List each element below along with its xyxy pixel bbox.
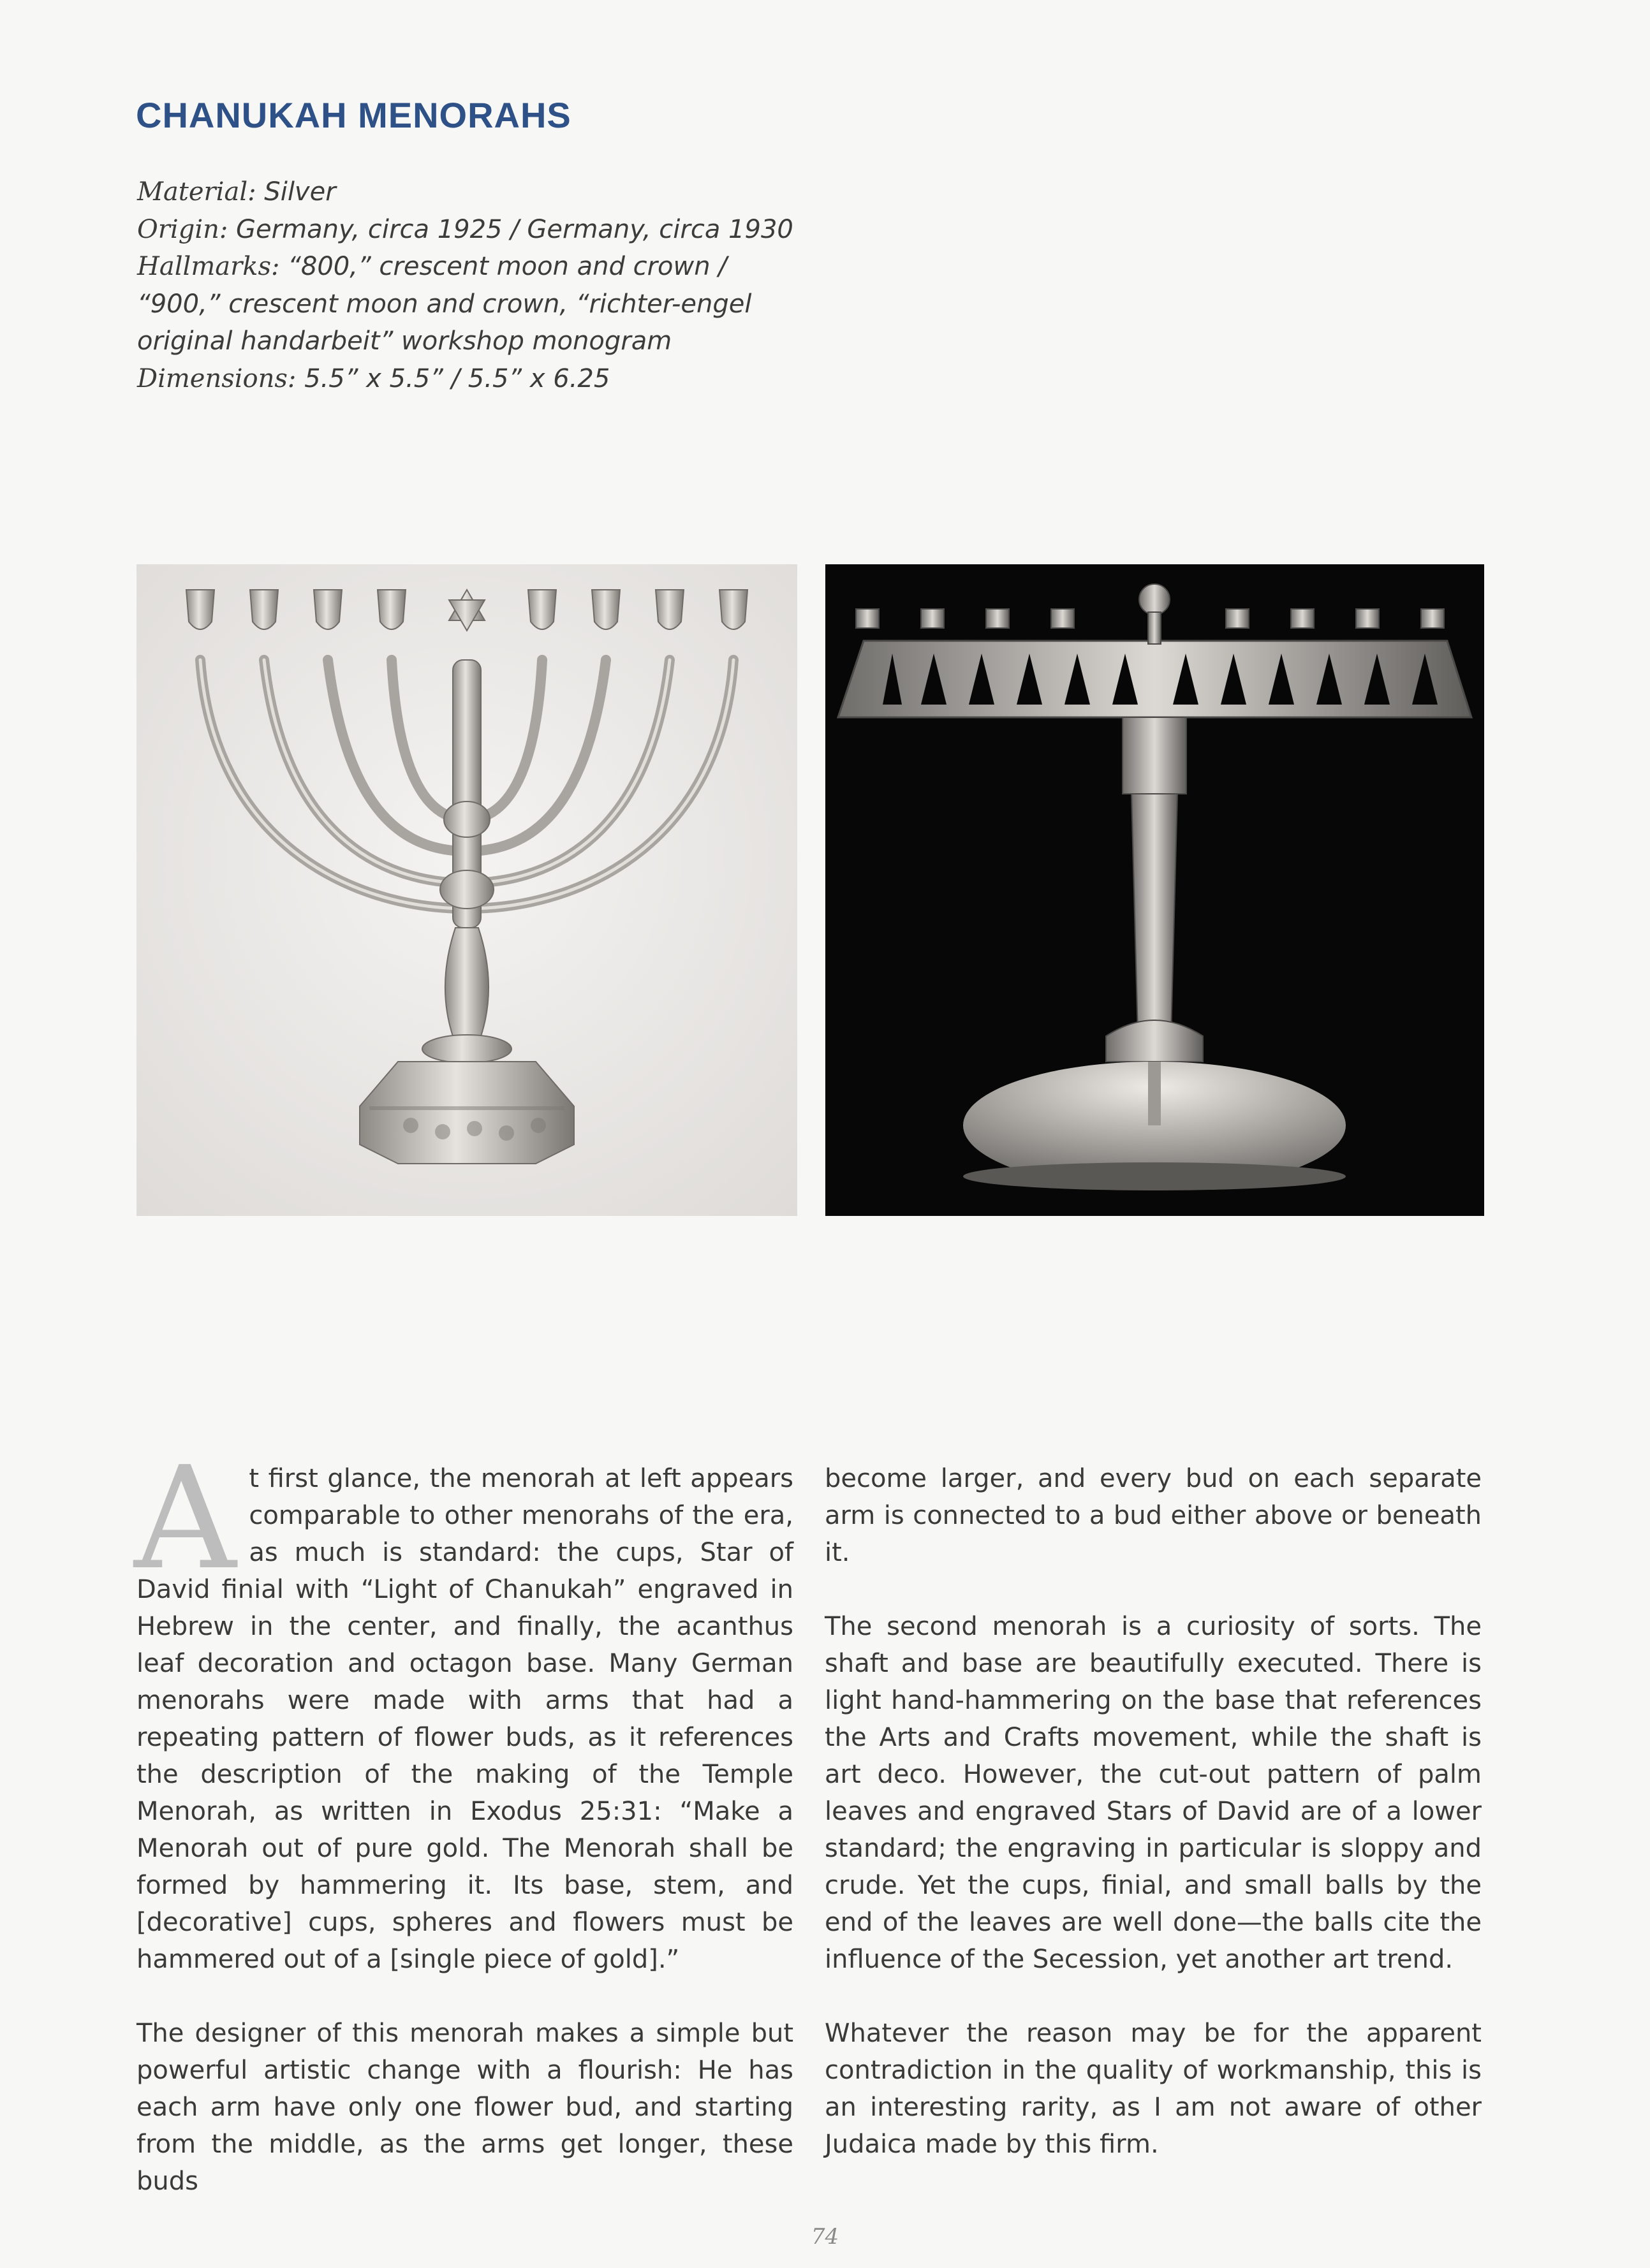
photo-menorah-right (825, 564, 1484, 1216)
text-column-left (134, 1437, 793, 2237)
drop-cap: A (134, 1437, 237, 1601)
paragraph: The second menorah is a curiosity of sorts. The shaft and base are beautifully executed. There is light hand-hammering on the base that references the Arts and Crafts movement, while the shaft is art deco. However, the cut-out pattern of palm leaves and engraved Stars of David are of a lower standard; the engraving in particular is sloppy and crude. Yet the cups, finial, and small balls by the end of the leaves are well done—the balls cite the influence of the Secession, yet another art trend. (825, 1612, 1482, 1974)
metadata-hallmarks-cont-2: original handarbeit” workshop monogram (137, 326, 672, 356)
paragraph: At first glance, the menorah at left appears comparable to other menorahs of the era, as much is standard: the cups, Star of David finial with “Light of Chanukah” engraved in Hebrew in the center, and finally, the acanthus leaf decoration and octagon base. Many German menorahs were made with arms that had a repeating pattern of flower buds, as it references the description of the making of the Temple Menorah, as written in Exodus 25:31: “Make a Menorah out of pure gold. The Menorah shall be formed by hammering it. Its base, stem, and [decorative] cups, spheres and flowers must be hammered out of a [single piece of gold].” (134, 1437, 793, 1974)
paragraph: The designer of this menorah makes a simple but powerful artistic change with a flourish: He has each arm have only one flower bud, and starting from the middle, as the arms get longer, these buds (136, 2019, 793, 2196)
menorah-right-illustration (825, 564, 1484, 1216)
metadata-dimensions: Dimensions: 5.5” x 5.5” / 5.5” x 6.25 (137, 363, 610, 393)
metadata-hallmarks-cont-1: “900,” crescent moon and crown, “richter-engel (137, 289, 752, 319)
text-column-right (825, 1460, 1482, 2200)
menorah-left-illustration (136, 564, 797, 1216)
metadata-material: Material: Silver (137, 177, 336, 207)
paragraph: Whatever the reason may be for the apparent contradiction in the quality of workmanship, this is an interesting rarity, as I am not aware of other Judaica made by this firm. (825, 2019, 1482, 2159)
paragraph: become larger, and every bud on each separate arm is connected to a bud either above or beneath it. (825, 1464, 1482, 1567)
metadata-hallmarks: Hallmarks: “800,” crescent moon and crown / (137, 252, 727, 281)
object-metadata (137, 173, 871, 397)
photo-menorah-left (136, 564, 797, 1216)
page-number: 74 (811, 2224, 839, 2250)
page-title: CHANUKAH MENORAHS (136, 95, 571, 135)
metadata-origin: Origin: Germany, circa 1925 / Germany, circa 1930 (137, 214, 793, 244)
